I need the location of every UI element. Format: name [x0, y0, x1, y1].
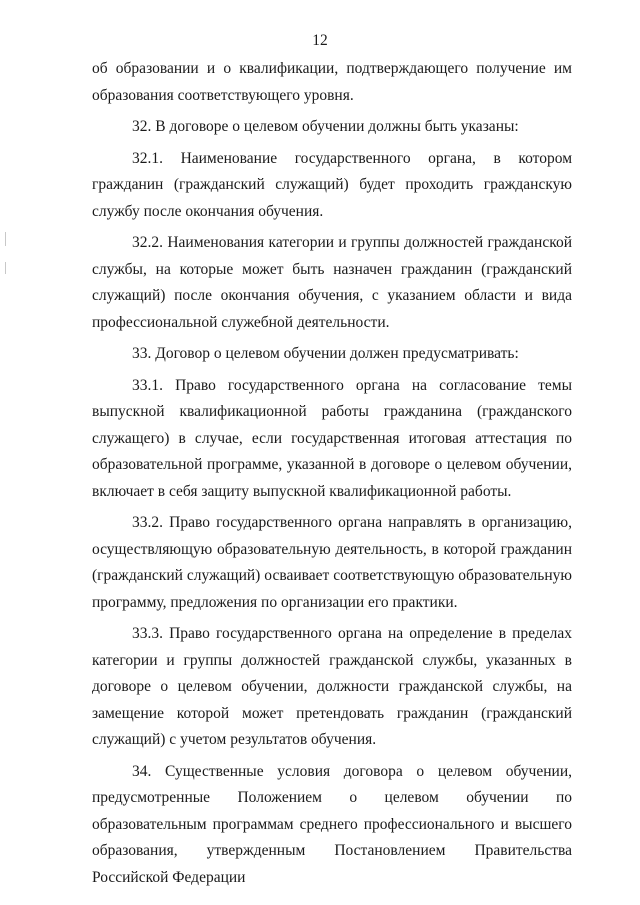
paragraph-33-1: 33.1. Право государственного органа на согласование темы выпускной квалификационной работы гражданина (гражданского служащего) в случае, если государственная итоговая аттестация по образовательной программе, указанной в договоре о целевом обучении, включает в себя защиту выпускной квалификационной работы. — [92, 376, 572, 500]
margin-scan-mark — [5, 262, 6, 274]
document-body — [92, 56, 572, 891]
paragraph-32-2: 32.2. Наименования категории и группы должностей гражданской службы, на которые может быть назначен гражданин (гражданский служащий) после окончания обучения, с указанием области и вида профессиональной служебной деятельности. — [92, 234, 572, 331]
paragraph-33: 33. Договор о целевом обучении должен предусматривать: — [132, 345, 519, 362]
paragraph-34: 34. Существенные условия договора о целевом обучении, предусмотренные Положением о целевом обучении по образовательным программам среднего профессионального и высшего образования, утвержденным Постановлением Правительства Российской Федерации — [92, 762, 572, 886]
margin-scan-mark — [5, 232, 6, 246]
paragraph-continuation: об образовании и о квалификации, подтверждающего получение им образования соответствующего уровня. — [92, 60, 572, 104]
paragraph-33-2: 33.2. Право государственного органа направлять в организацию, осуществляющую образовательную деятельность, в которой гражданин (гражданский служащий) осваивает соответствующую образовательную программу, предложения по организации его практики. — [92, 514, 572, 611]
paragraph-32: 32. В договоре о целевом обучении должны быть указаны: — [132, 118, 519, 135]
paragraph-32-1: 32.1. Наименование государственного органа, в котором гражданин (гражданский служащий) будет проходить гражданскую службу после окончания обучения. — [92, 149, 572, 220]
paragraph-33-3: 33.3. Право государственного органа на определение в пределах категории и группы должностей гражданской службы, указанных в договоре о целевом обучении, должности гражданской службы, на замещение которой может претендовать гражданин (гражданский служащий) с учетом результатов обучения. — [92, 625, 572, 748]
page-number: 12 — [312, 32, 328, 49]
